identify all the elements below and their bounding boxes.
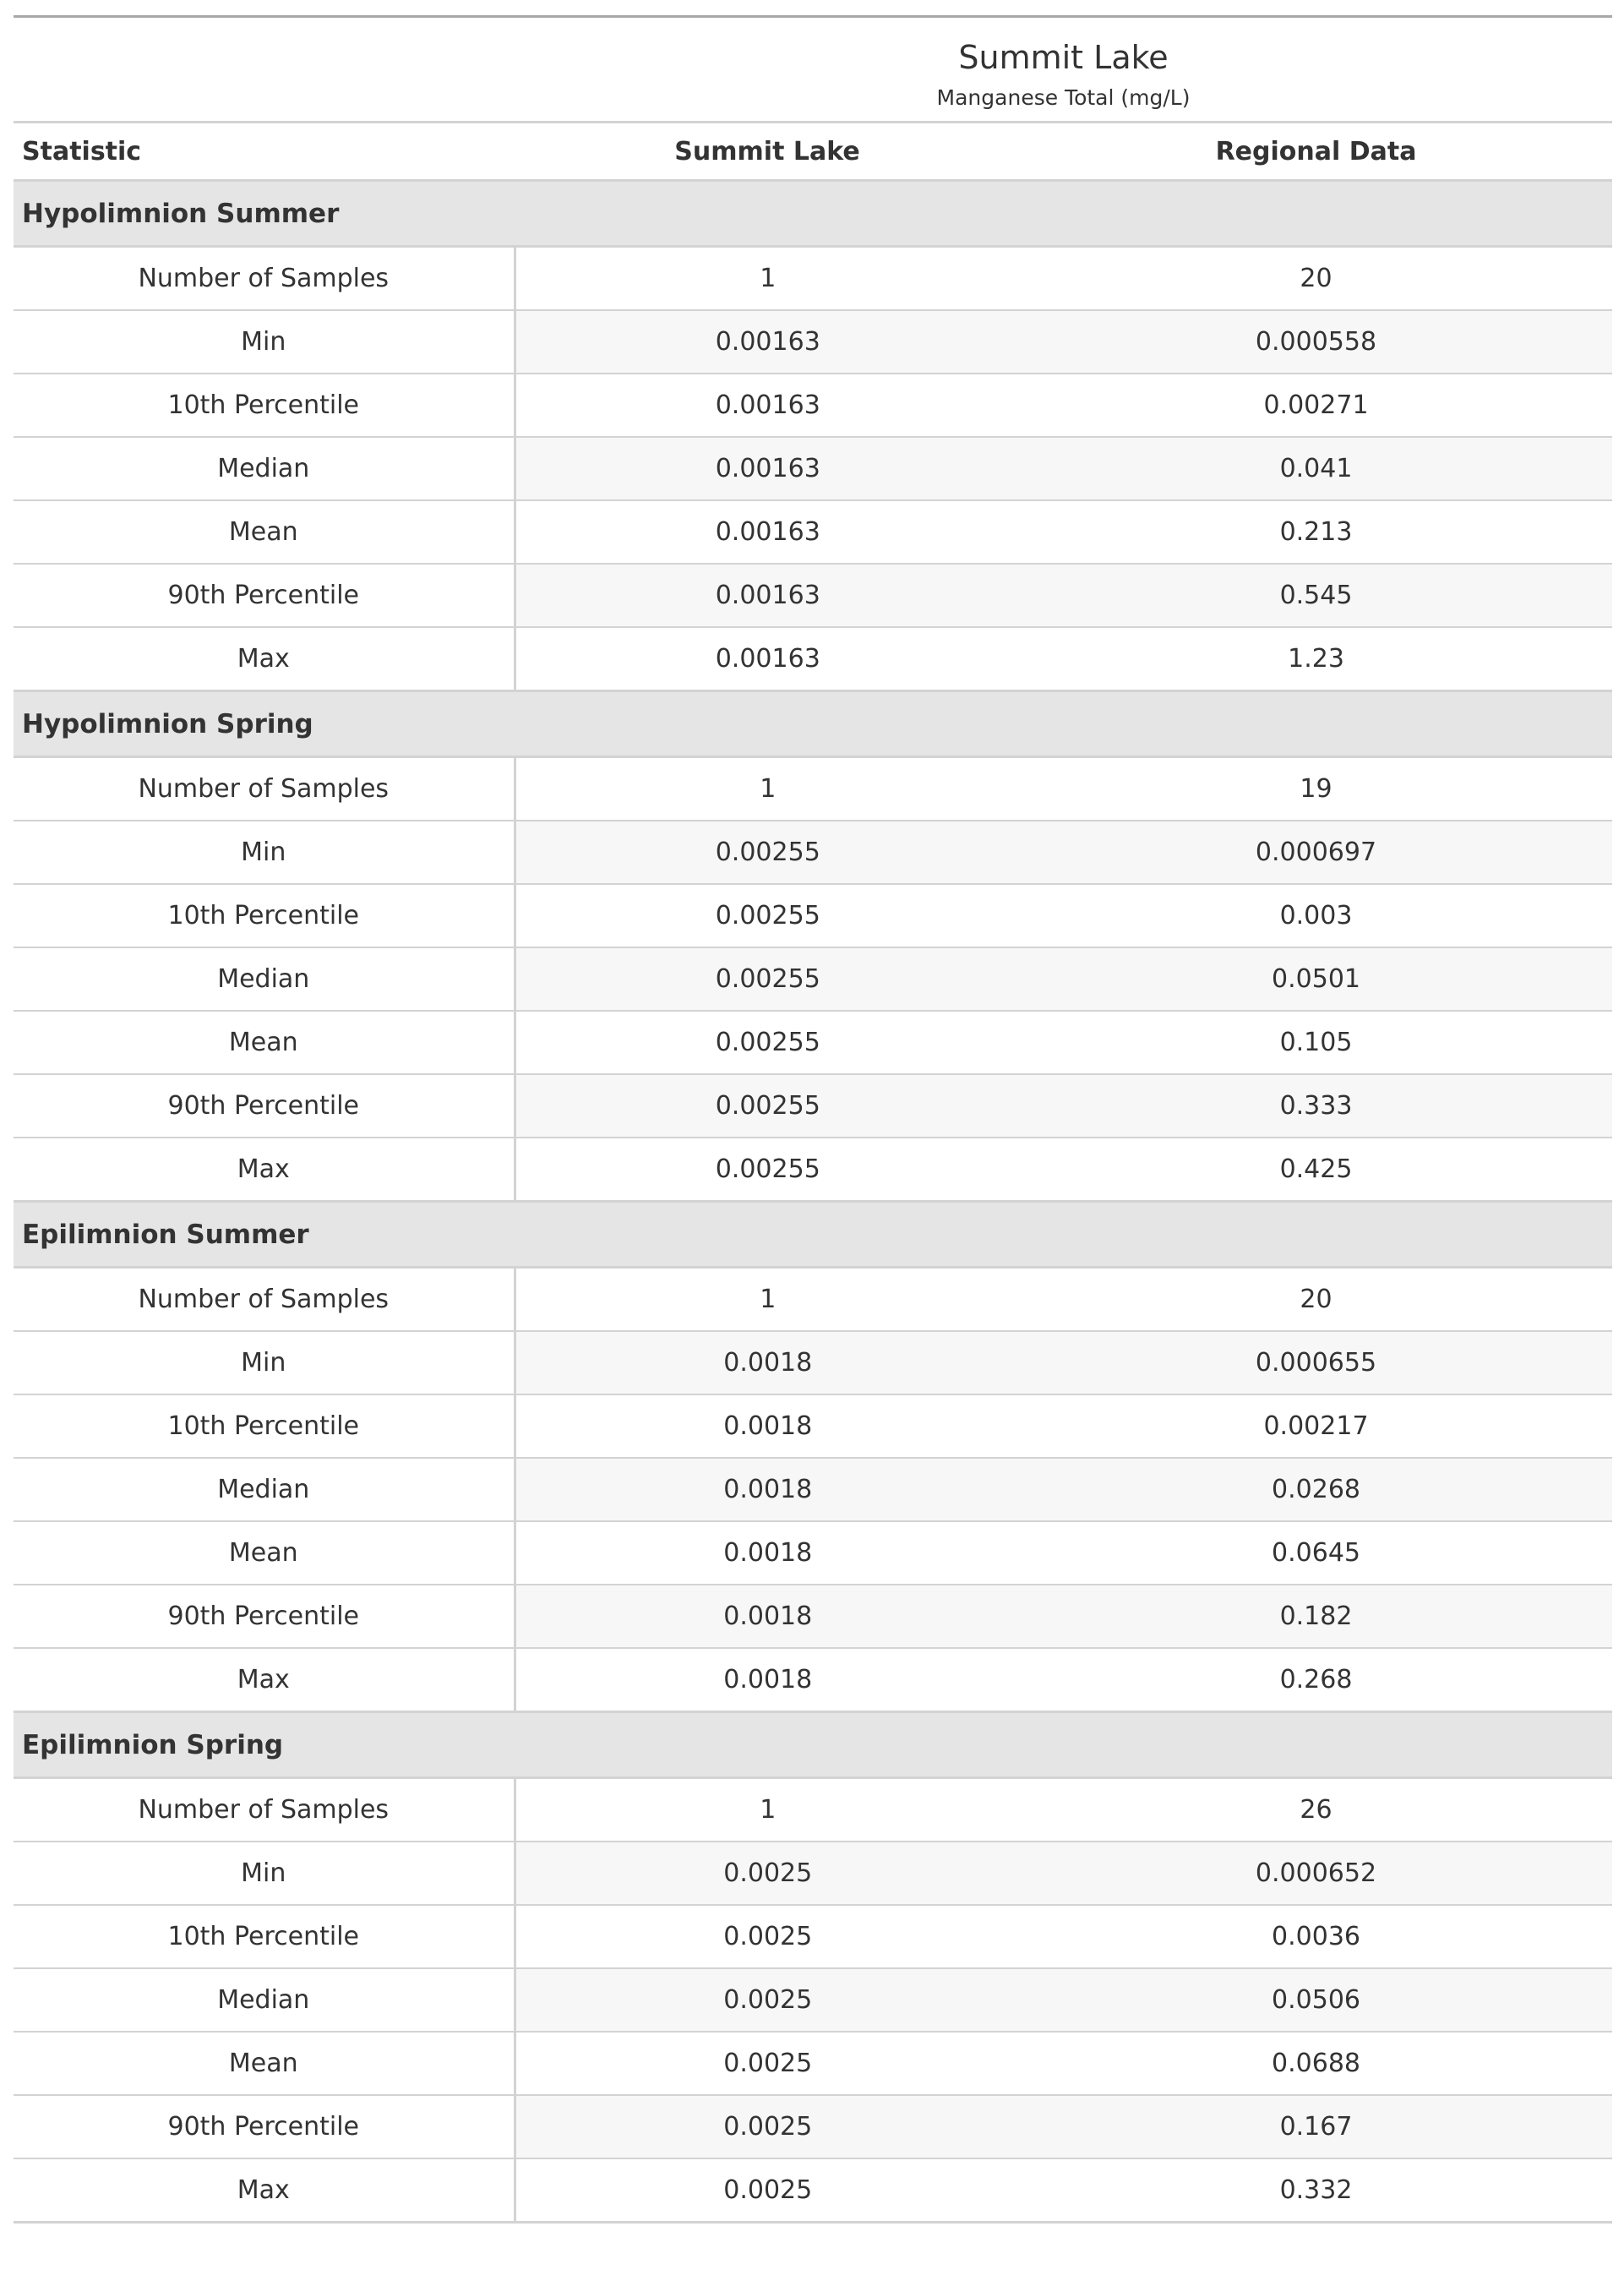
table-row [14, 1074, 1612, 1138]
column-header-regional: Regional Data [1020, 123, 1612, 181]
table-row [14, 2158, 1612, 2223]
table-row [14, 884, 1612, 947]
regional-value-cell: 19 [1020, 757, 1612, 821]
site-value-cell: 0.00255 [515, 947, 1020, 1011]
site-value-cell: 1 [515, 1778, 1020, 1842]
table-row [14, 1458, 1612, 1521]
table-row [14, 1394, 1612, 1458]
group-label: Hypolimnion Spring [14, 691, 1612, 757]
statistic-cell: Mean [14, 1521, 515, 1585]
group-row-epilimnion-summer [14, 1202, 1612, 1268]
statistic-cell: Min [14, 310, 515, 374]
table-row [14, 1842, 1612, 1905]
regional-value-cell: 20 [1020, 247, 1612, 311]
regional-value-cell: 0.000652 [1020, 1842, 1612, 1905]
regional-value-cell: 0.000697 [1020, 821, 1612, 884]
regional-value-cell: 0.003 [1020, 884, 1612, 947]
table-row [14, 1011, 1612, 1074]
statistic-cell: Min [14, 821, 515, 884]
table-title-cell [515, 17, 1612, 123]
regional-value-cell: 0.000655 [1020, 1331, 1612, 1394]
site-value-cell: 1 [515, 247, 1020, 311]
site-value-cell: 0.0018 [515, 1585, 1020, 1648]
statistic-cell: Mean [14, 2032, 515, 2095]
statistic-cell: Number of Samples [14, 1268, 515, 1332]
site-value-cell: 0.00255 [515, 1074, 1020, 1138]
statistic-cell: Mean [14, 500, 515, 564]
statistic-cell: Number of Samples [14, 247, 515, 311]
statistics-table [14, 15, 1612, 2224]
regional-value-cell: 0.0501 [1020, 947, 1612, 1011]
column-header-site: Summit Lake [515, 123, 1020, 181]
table-row [14, 1778, 1612, 1842]
site-value-cell: 0.00163 [515, 627, 1020, 691]
table-row [14, 627, 1612, 691]
regional-value-cell: 0.105 [1020, 1011, 1612, 1074]
regional-value-cell: 0.0688 [1020, 2032, 1612, 2095]
regional-value-cell: 0.213 [1020, 500, 1612, 564]
statistic-cell: Max [14, 1648, 515, 1712]
site-value-cell: 0.00255 [515, 1011, 1020, 1074]
statistic-cell: Max [14, 1138, 515, 1202]
table-row [14, 310, 1612, 374]
site-value-cell: 0.00255 [515, 821, 1020, 884]
statistic-cell: Min [14, 1331, 515, 1394]
regional-value-cell: 20 [1020, 1268, 1612, 1332]
site-value-cell: 0.00163 [515, 564, 1020, 627]
statistic-cell: 90th Percentile [14, 1585, 515, 1648]
table-title-row [14, 17, 1612, 123]
site-value-cell: 0.0025 [515, 2032, 1020, 2095]
statistic-cell: Max [14, 2158, 515, 2223]
statistic-cell: Median [14, 947, 515, 1011]
statistic-cell: Number of Samples [14, 1778, 515, 1842]
statistic-cell: 90th Percentile [14, 564, 515, 627]
group-row-hypolimnion-spring [14, 691, 1612, 757]
site-value-cell: 0.0018 [515, 1458, 1020, 1521]
group-row-hypolimnion-summer [14, 181, 1612, 247]
site-value-cell: 0.0025 [515, 2158, 1020, 2223]
site-value-cell: 0.0025 [515, 1905, 1020, 1968]
regional-value-cell: 0.182 [1020, 1585, 1612, 1648]
site-value-cell: 0.0025 [515, 1968, 1020, 2032]
statistic-cell: Max [14, 627, 515, 691]
regional-value-cell: 0.268 [1020, 1648, 1612, 1712]
group-row-epilimnion-spring [14, 1712, 1612, 1778]
regional-value-cell: 0.0506 [1020, 1968, 1612, 2032]
statistic-cell: Median [14, 1458, 515, 1521]
table-row [14, 247, 1612, 311]
regional-value-cell: 0.333 [1020, 1074, 1612, 1138]
table-row [14, 757, 1612, 821]
regional-value-cell: 0.0036 [1020, 1905, 1612, 1968]
statistic-cell: 10th Percentile [14, 374, 515, 437]
table-row [14, 437, 1612, 500]
table-title: Summit Lake [958, 39, 1169, 76]
regional-value-cell: 0.425 [1020, 1138, 1612, 1202]
site-value-cell: 0.0018 [515, 1521, 1020, 1585]
statistic-cell: 90th Percentile [14, 1074, 515, 1138]
group-label: Hypolimnion Summer [14, 181, 1612, 247]
regional-value-cell: 0.0268 [1020, 1458, 1612, 1521]
table-subtitle: Manganese Total (mg/L) [936, 85, 1191, 110]
site-value-cell: 0.00163 [515, 500, 1020, 564]
table-row [14, 1648, 1612, 1712]
table-row [14, 1268, 1612, 1332]
statistic-cell: Median [14, 1968, 515, 2032]
regional-value-cell: 0.332 [1020, 2158, 1612, 2223]
table-row [14, 821, 1612, 884]
site-value-cell: 0.00255 [515, 1138, 1020, 1202]
regional-value-cell: 26 [1020, 1778, 1612, 1842]
site-value-cell: 0.00255 [515, 884, 1020, 947]
site-value-cell: 0.00163 [515, 374, 1020, 437]
site-value-cell: 1 [515, 1268, 1020, 1332]
site-value-cell: 0.0025 [515, 2095, 1020, 2158]
statistic-cell: 10th Percentile [14, 884, 515, 947]
table-body [14, 181, 1612, 2223]
table-row [14, 1331, 1612, 1394]
table-row [14, 2032, 1612, 2095]
site-value-cell: 0.0018 [515, 1394, 1020, 1458]
regional-value-cell: 0.545 [1020, 564, 1612, 627]
regional-value-cell: 0.167 [1020, 2095, 1612, 2158]
table-row [14, 1138, 1612, 1202]
site-value-cell: 0.0018 [515, 1331, 1020, 1394]
table-row [14, 947, 1612, 1011]
statistic-cell: 10th Percentile [14, 1394, 515, 1458]
regional-value-cell: 0.00271 [1020, 374, 1612, 437]
regional-value-cell: 1.23 [1020, 627, 1612, 691]
column-header-statistic: Statistic [14, 123, 515, 181]
table-row [14, 564, 1612, 627]
table-row [14, 2095, 1612, 2158]
table-row [14, 374, 1612, 437]
statistic-cell: Number of Samples [14, 757, 515, 821]
table-row [14, 500, 1612, 564]
summary-table-container [14, 15, 1612, 2224]
group-label: Epilimnion Summer [14, 1202, 1612, 1268]
site-value-cell: 0.00163 [515, 437, 1020, 500]
statistic-cell: Min [14, 1842, 515, 1905]
statistic-cell: Median [14, 437, 515, 500]
regional-value-cell: 0.0645 [1020, 1521, 1612, 1585]
column-header-row [14, 123, 1612, 181]
title-spacer [14, 17, 515, 123]
table-row [14, 1968, 1612, 2032]
table-row [14, 1521, 1612, 1585]
group-label: Epilimnion Spring [14, 1712, 1612, 1778]
statistic-cell: 90th Percentile [14, 2095, 515, 2158]
site-value-cell: 0.00163 [515, 310, 1020, 374]
site-value-cell: 1 [515, 757, 1020, 821]
regional-value-cell: 0.000558 [1020, 310, 1612, 374]
statistic-cell: 10th Percentile [14, 1905, 515, 1968]
site-value-cell: 0.0018 [515, 1648, 1020, 1712]
site-value-cell: 0.0025 [515, 1842, 1020, 1905]
table-row [14, 1585, 1612, 1648]
table-row [14, 1905, 1612, 1968]
regional-value-cell: 0.00217 [1020, 1394, 1612, 1458]
regional-value-cell: 0.041 [1020, 437, 1612, 500]
statistic-cell: Mean [14, 1011, 515, 1074]
